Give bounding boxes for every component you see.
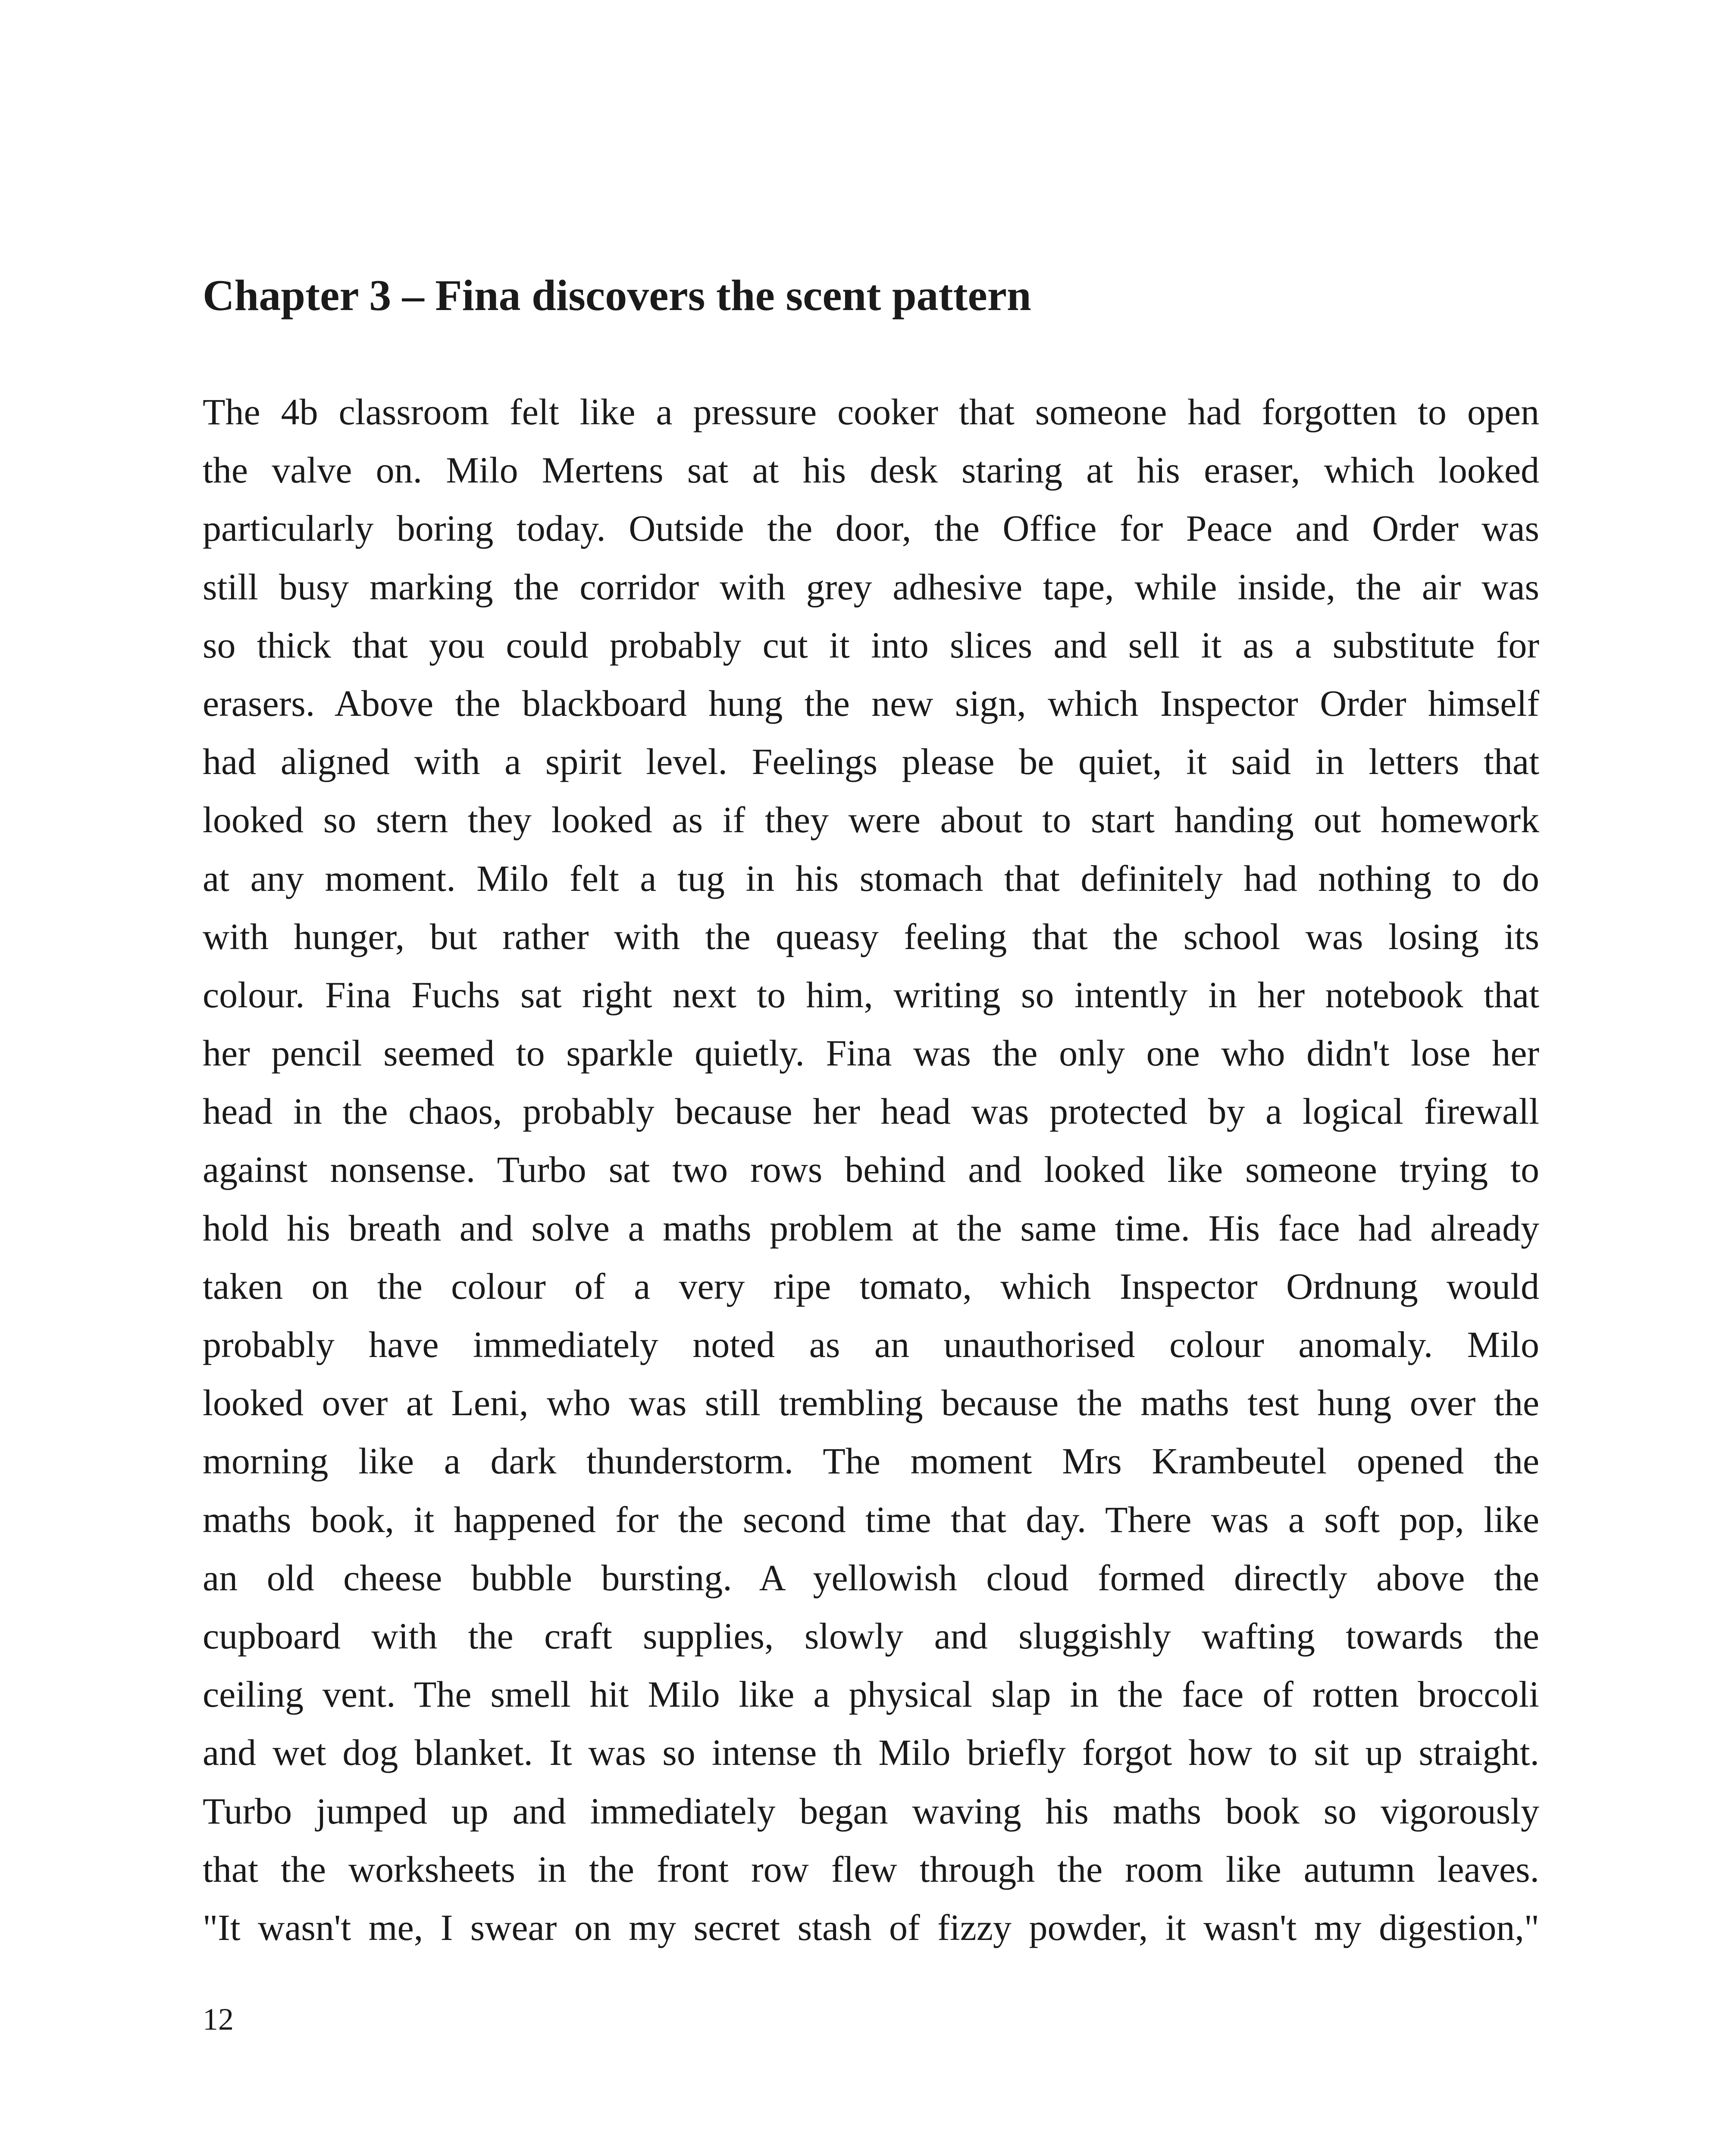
text-line: taken on the colour of a very ripe tomato, which Inspector Ordnung would xyxy=(203,1265,1539,1307)
text-line: looked over at Leni, who was still trembling because the maths test hung over the xyxy=(203,1382,1539,1424)
text-line: "It wasn't me, I swear on my secret stash of fizzy powder, it wasn't my digestion," xyxy=(203,1906,1539,1948)
text-line: colour. Fina Fuchs sat right next to him, writing so intently in her notebook that xyxy=(203,974,1539,1015)
text-line: cupboard with the craft supplies, slowly and sluggishly wafting towards the xyxy=(203,1615,1539,1657)
text-line: hold his breath and solve a maths problem at the same time. His face had already xyxy=(203,1207,1539,1249)
text-line: that the worksheets in the front row flew through the room like autumn leaves. xyxy=(203,1848,1539,1890)
text-line: Turbo jumped up and immediately began waving his maths book so vigorously xyxy=(203,1790,1539,1832)
text-line: ceiling vent. The smell hit Milo like a physical slap in the face of rotten broccoli xyxy=(203,1673,1539,1715)
text-line: morning like a dark thunderstorm. The moment Mrs Krambeutel opened the xyxy=(203,1440,1539,1482)
text-line: probably have immediately noted as an unauthorised colour anomaly. Milo xyxy=(203,1324,1539,1365)
page-number: 12 xyxy=(203,2002,234,2037)
text-line: maths book, it happened for the second time that day. There was a soft pop, like xyxy=(203,1498,1539,1540)
text-line: and wet dog blanket. It was so intense th Milo briefly forgot how to sit up straight. xyxy=(203,1732,1539,1774)
text-line: still busy marking the corridor with grey adhesive tape, while inside, the air was xyxy=(203,566,1539,608)
text-line: at any moment. Milo felt a tug in his stomach that definitely had nothing to do xyxy=(203,857,1539,899)
text-line: with hunger, but rather with the queasy feeling that the school was losing its xyxy=(203,915,1539,957)
text-line: the valve on. Milo Mertens sat at his desk staring at his eraser, which looked xyxy=(203,449,1539,491)
text-line: had aligned with a spirit level. Feelings please be quiet, it said in letters that xyxy=(203,741,1539,783)
text-line: so thick that you could probably cut it into slices and sell it as a substitute for xyxy=(203,624,1539,666)
text-line: particularly boring today. Outside the door, the Office for Peace and Order was xyxy=(203,508,1539,549)
text-line: her pencil seemed to sparkle quietly. Fina was the only one who didn't lose her xyxy=(203,1032,1539,1074)
body-text xyxy=(203,383,1539,1957)
text-line: looked so stern they looked as if they were about to start handing out homework xyxy=(203,799,1539,841)
text-line: erasers. Above the blackboard hung the new sign, which Inspector Order himself xyxy=(203,682,1539,724)
chapter-title: Chapter 3 – Fina discovers the scent pattern xyxy=(203,271,1031,320)
text-line: an old cheese bubble bursting. A yellowish cloud formed directly above the xyxy=(203,1557,1539,1598)
text-line: head in the chaos, probably because her head was protected by a logical firewall xyxy=(203,1091,1539,1132)
text-line: The 4b classroom felt like a pressure cooker that someone had forgotten to open xyxy=(203,391,1539,432)
text-line: against nonsense. Turbo sat two rows behind and looked like someone trying to xyxy=(203,1149,1539,1191)
